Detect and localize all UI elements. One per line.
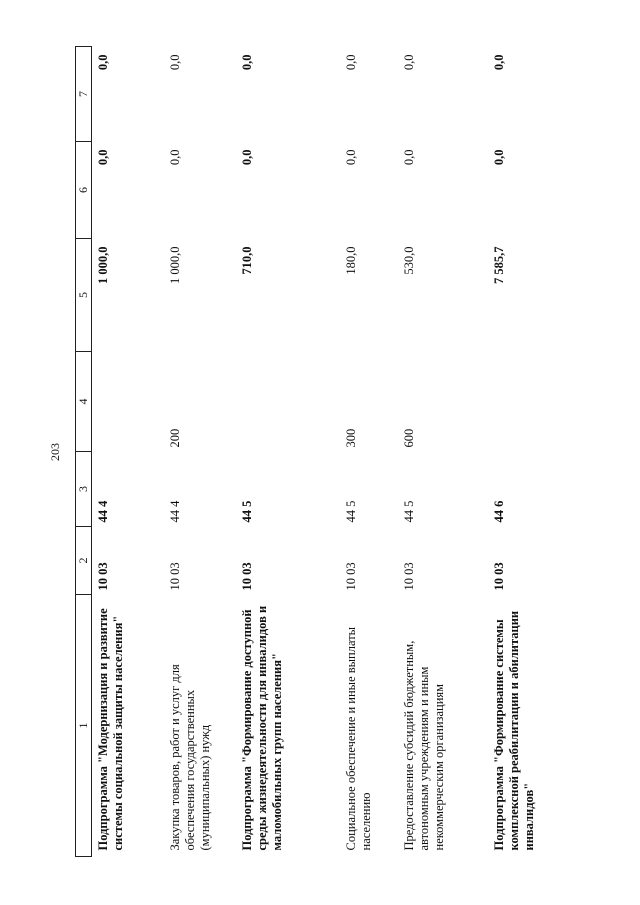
row-name-cell: Закупка товаров, работ и услуг для обеспечения государственных (муниципальных) нужд (167, 664, 212, 851)
row-section-code-cell: 10 03 (491, 562, 506, 591)
row-amount-3-cell: 0,0 (491, 54, 506, 71)
table-row (398, 47, 488, 857)
row-amount-2-cell: 0,0 (96, 149, 110, 166)
row-amount-cell: 710,0 (239, 246, 254, 275)
table-row (488, 47, 568, 857)
row-amount-2-cell: 0,0 (239, 149, 254, 166)
row-amount-cell: 7 585,7 (491, 246, 506, 284)
row-target-code-cell: 44 6 (491, 500, 506, 523)
row-target-code-cell: 44 4 (167, 500, 182, 523)
page-number: 203 (48, 443, 62, 461)
row-target-code-cell: 44 5 (239, 500, 254, 523)
row-amount-3-cell: 0,0 (401, 54, 416, 71)
row-amount-3-cell: 0,0 (167, 54, 182, 71)
row-expense-type-cell: 300 (343, 428, 358, 448)
row-target-code-cell: 44 4 (96, 500, 110, 523)
row-name-cell: Предоставление субсидий бюджетным, автономным учреждениям и иным некоммерческим организациям (401, 640, 446, 851)
row-section-code-cell: 10 03 (96, 562, 110, 591)
row-amount-2-cell: 0,0 (401, 149, 416, 166)
header-col-6: 6 (76, 142, 92, 239)
row-amount-cell: 1 000,0 (167, 246, 182, 284)
row-name-cell: Социальное обеспечение и иные выплаты населению (343, 626, 373, 851)
header-col-1: 1 (76, 595, 92, 857)
rotated-page-content (75, 47, 553, 857)
row-target-code-cell: 44 5 (401, 500, 416, 523)
table-row (236, 47, 340, 857)
budget-table (75, 46, 568, 857)
row-expense-type-cell (236, 352, 340, 452)
row-expense-type-cell (92, 352, 164, 452)
header-col-3: 3 (76, 452, 92, 527)
header-col-5: 5 (76, 239, 92, 352)
row-name-cell: Подпрограмма "Формирование системы комплексной реабилитации и абилитации инвалидов" (491, 610, 536, 851)
row-amount-2-cell: 0,0 (343, 149, 358, 166)
row-amount-3-cell: 0,0 (96, 54, 110, 71)
row-amount-2-cell: 0,0 (167, 149, 182, 166)
row-amount-2-cell: 0,0 (491, 149, 506, 166)
row-amount-cell: 1 000,0 (96, 246, 110, 284)
row-target-code-cell: 44 5 (343, 500, 358, 523)
row-expense-type-cell: 600 (401, 428, 416, 448)
header-col-4: 4 (76, 352, 92, 452)
row-section-code-cell: 10 03 (343, 562, 358, 591)
table-row (92, 47, 164, 857)
table-row (340, 47, 398, 857)
row-section-code-cell: 10 03 (239, 562, 254, 591)
row-name-cell: Подпрограмма "Модернизация и развитие системы социальной защиты населения" (96, 608, 125, 851)
table-body (92, 47, 568, 857)
row-amount-cell: 180,0 (343, 246, 358, 275)
row-expense-type-cell (488, 352, 568, 452)
row-amount-3-cell: 0,0 (343, 54, 358, 71)
row-amount-3-cell: 0,0 (239, 54, 254, 71)
row-section-code-cell: 10 03 (401, 562, 416, 591)
header-col-2: 2 (76, 527, 92, 595)
table-row (164, 47, 236, 857)
row-expense-type-cell: 200 (167, 428, 182, 448)
row-name-cell: Подпрограмма "Формирование доступной среды жизнедеятельности для инвалидов и маломобильных групп населения" (239, 605, 284, 851)
table-header-row (76, 47, 92, 857)
row-section-code-cell: 10 03 (167, 562, 182, 591)
row-amount-cell: 530,0 (401, 246, 416, 275)
header-col-7: 7 (76, 47, 92, 142)
